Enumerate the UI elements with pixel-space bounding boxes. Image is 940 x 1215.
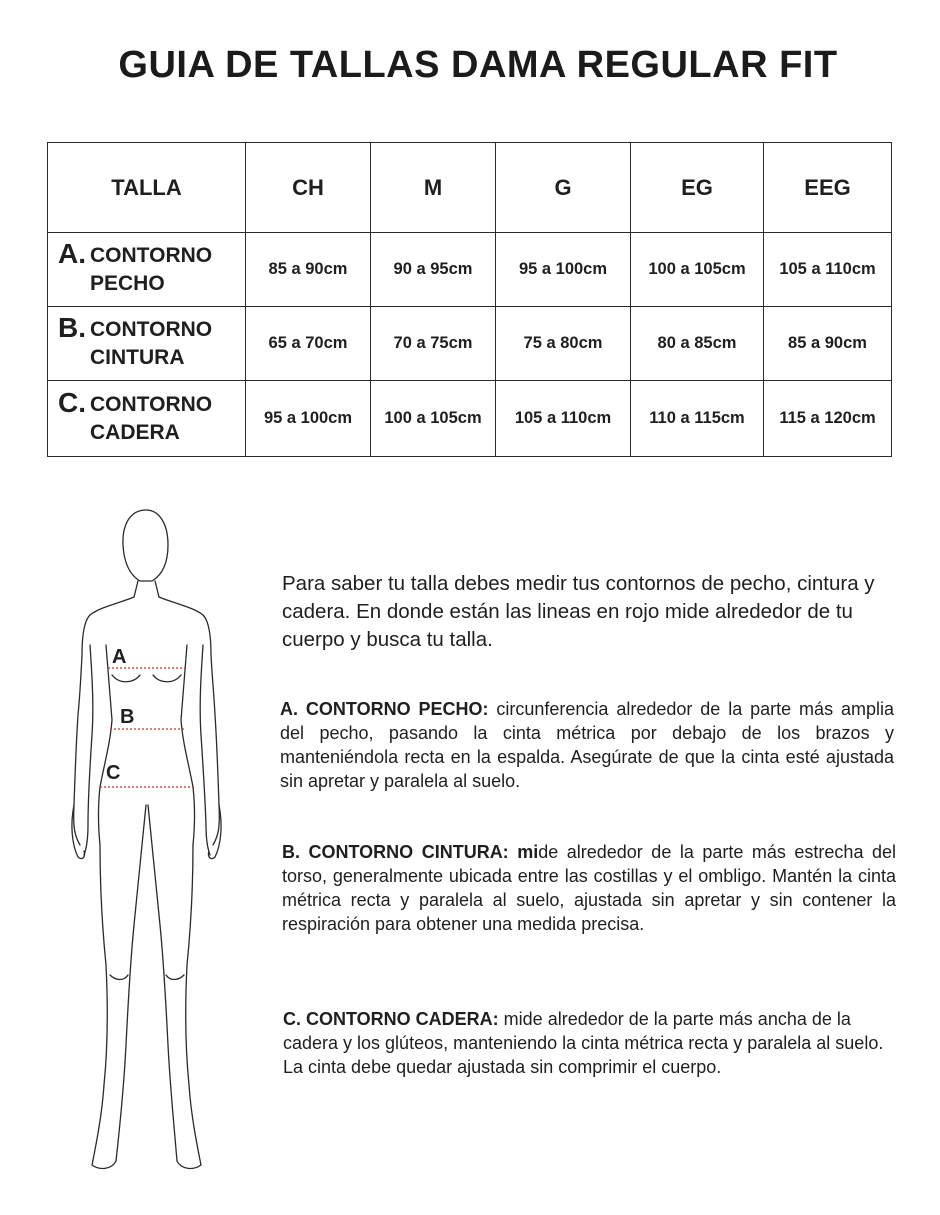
- row-label-line2: PECHO: [90, 271, 165, 295]
- row-label-cadera: [48, 381, 246, 457]
- cell-value: 105 a 110cm: [764, 233, 892, 307]
- cell-value: 80 a 85cm: [631, 307, 764, 381]
- table-row-cintura: [48, 307, 892, 381]
- cell-value: 90 a 95cm: [371, 233, 496, 307]
- body-figure: [60, 505, 240, 1185]
- cell-value: 70 a 75cm: [371, 307, 496, 381]
- description-cadera: [283, 1007, 895, 1079]
- table-row-pecho: [48, 233, 892, 307]
- intro-paragraph: Para saber tu talla debes medir tus contornos de pecho, cintura y cadera. En donde están las lineas en rojo mide alrededor de tu cuerpo y busca tu talla.: [282, 572, 875, 651]
- row-label-pecho: [48, 233, 246, 307]
- row-label-line2: CADERA: [90, 420, 180, 444]
- header-eeg: EEG: [764, 143, 892, 233]
- row-letter: C.: [58, 386, 86, 418]
- body-outline-illustration: [60, 505, 240, 1185]
- table-header-row: [48, 143, 892, 233]
- description-text: mide alrededor de la parte más ancha de la cadera y los glúteos, manteniendo la cinta métrica recta y paralela al suelo. La cinta debe quedar ajustada sin comprimir el cuerpo.: [283, 1009, 884, 1077]
- cell-value: 65 a 70cm: [246, 307, 371, 381]
- header-m: M: [371, 143, 496, 233]
- cell-value: 105 a 110cm: [496, 381, 631, 457]
- cell-value: 95 a 100cm: [496, 233, 631, 307]
- description-text: de alrededor de la parte más estrecha del torso, generalmente ubicada entre las costillas y el ombligo. Mantén la cinta métrica recta y paralela al suelo, ajustada sin apretar y sin contener la respiración para obtener una medida precisa.: [282, 842, 896, 934]
- row-label-line2: CINTURA: [90, 345, 185, 369]
- row-letter: A.: [58, 237, 86, 269]
- marker-a: A: [112, 646, 127, 668]
- description-pecho: [280, 697, 894, 793]
- row-label-cintura: [48, 307, 246, 381]
- marker-c: C: [106, 762, 121, 784]
- header-ch: CH: [246, 143, 371, 233]
- description-cintura: [282, 840, 896, 936]
- header-talla: TALLA: [48, 143, 246, 233]
- row-letter: B.: [58, 311, 86, 343]
- cell-value: 100 a 105cm: [631, 233, 764, 307]
- cell-value: 110 a 115cm: [631, 381, 764, 457]
- row-label-line1: CONTORNO: [90, 392, 213, 416]
- cell-value: 75 a 80cm: [496, 307, 631, 381]
- row-label-line1: CONTORNO: [90, 317, 213, 341]
- cell-value: 115 a 120cm: [764, 381, 892, 457]
- description-text: circunferencia alrededor de la parte más amplia del pecho, pasando la cinta métrica por debajo de los brazos y manteniéndola recta en la espalda. Asegúrate de que la cinta esté ajustada sin apretar y paralela al suelo.: [280, 699, 894, 791]
- header-g: G: [496, 143, 631, 233]
- cell-value: 85 a 90cm: [764, 307, 892, 381]
- cell-value: 100 a 105cm: [371, 381, 496, 457]
- marker-b: B: [120, 706, 135, 728]
- header-eg: EG: [631, 143, 764, 233]
- description-heading: A. CONTORNO PECHO:: [280, 699, 489, 719]
- size-table: [47, 142, 892, 457]
- cell-value: 85 a 90cm: [246, 233, 371, 307]
- table-row-cadera: [48, 381, 892, 457]
- page-title: GUIA DE TALLAS DAMA REGULAR FIT: [118, 44, 838, 86]
- description-heading: C. CONTORNO CADERA:: [283, 1009, 499, 1029]
- row-label-line1: CONTORNO: [90, 243, 213, 267]
- cell-value: 95 a 100cm: [246, 381, 371, 457]
- description-heading: B. CONTORNO CINTURA: mi: [282, 842, 539, 862]
